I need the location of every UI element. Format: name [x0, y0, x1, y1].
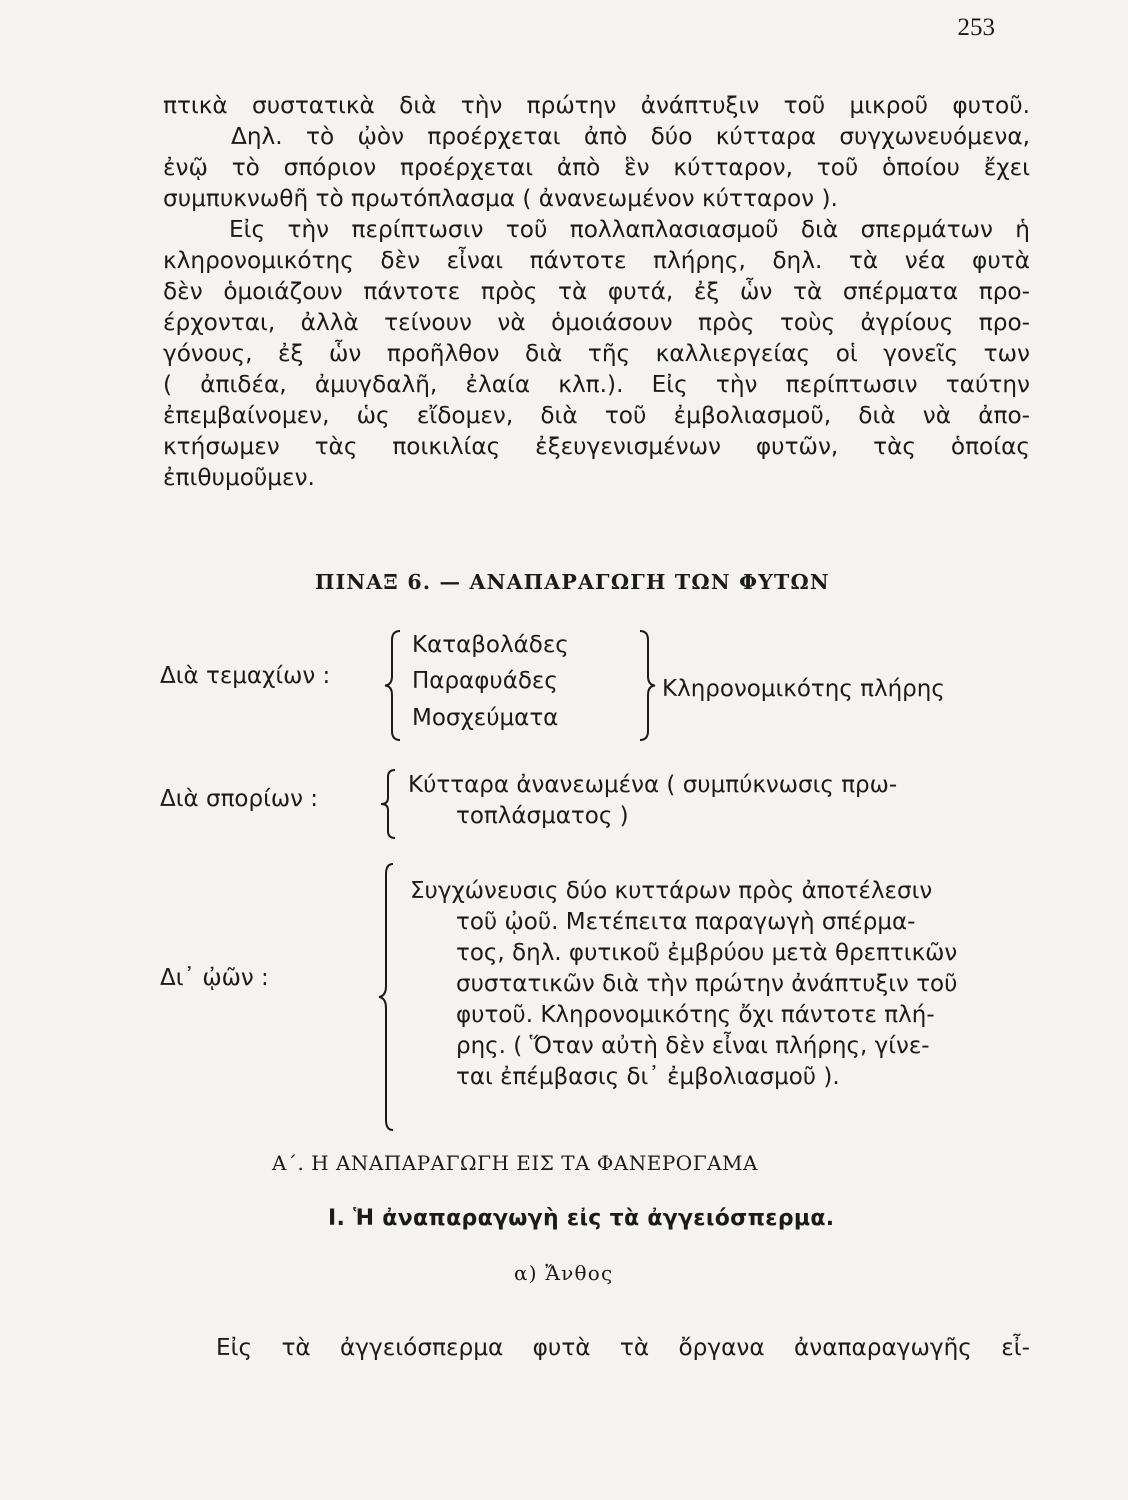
paragraph-line: γόνους, ἐξ ὧν προῆλθον διὰ τῆς καλλιεργείας οἱ γονεῖς των [163, 340, 1030, 367]
eggs-line: ται ἐπέμβασις δι᾽ ἐμβολιασμοῦ ). [456, 1064, 840, 1090]
page-number: 253 [957, 14, 995, 41]
final-line: Εἰς τὰ ἀγγειόσπερμα φυτὰ τὰ ὄργανα ἀναπαραγωγῆς εἶ- [216, 1334, 1030, 1361]
spores-label: Διὰ σπορίων : [160, 786, 319, 812]
spores-line: Κύτταρα ἀνανεωμένα ( συμπύκνωσις πρω- [408, 772, 898, 798]
fragments-result: Κληρονομικότης πλήρης [662, 676, 945, 702]
subsection-heading: Ι. Ἡ ἀναπαραγωγὴ εἰς τὰ ἀγγειόσπερμα. [328, 1206, 835, 1231]
eggs-label: Δι᾽ ᾠῶν : [160, 965, 269, 991]
fragments-label: Διὰ τεμαχίων : [160, 663, 331, 689]
paragraph-line: έρχονται, ἀλλὰ τείνουν νὰ ὁμοιάσουν πρὸς τοὺς ἀγρίους προ- [163, 309, 1030, 336]
left-brace-icon [376, 862, 396, 1132]
left-brace-icon [382, 628, 404, 743]
paragraph-line: δὲν ὁμοιάζουν πάντοτε πρὸς τὰ φυτά, ἐξ ὧν τὰ σπέρματα προ- [163, 278, 1030, 305]
eggs-text [410, 876, 1022, 1093]
paragraph-line: κτήσωμεν τὰς ποικιλίας ἐξευγενισμένων φυτῶν, τὰς ὁποίας [163, 433, 1030, 460]
fragment-item: Μοσχεύματα [412, 705, 559, 731]
spores-text [408, 770, 897, 832]
paragraph-2 [163, 214, 1030, 493]
fragment-item: Παραφυάδες [412, 668, 558, 694]
paragraph-line: κληρονομικότης δὲν εἶναι πάντοτε πλήρης, δηλ. τὰ νέα φυτὰ [163, 247, 1030, 274]
table-title: ΠΙΝΑΞ 6. — ΑΝΑΠΑΡΑΓΩΓΗ ΤΩΝ ΦΥΤΩΝ [315, 570, 830, 594]
sub-alpha-heading: α) Ἄνθος [514, 1261, 614, 1285]
eggs-line: τος, δηλ. φυτικοῦ ἐμβρύου μετὰ θρεπτικῶν [456, 940, 958, 966]
paragraph-line: ἐπιθυμοῦμεν. [163, 464, 315, 491]
paragraph-line: Εἰς τὴν περίπτωσιν τοῦ πολλαπλασιασμοῦ διὰ σπερμάτων ἡ [229, 216, 1030, 243]
eggs-line: ρης. ( Ὅταν αὐτὴ δὲν εἶναι πλήρης, γίνε- [456, 1033, 930, 1059]
right-brace-icon [636, 628, 658, 743]
section-heading: Α΄. Η ΑΝΑΠΑΡΑΓΩΓΗ ΕΙΣ ΤΑ ΦΑΝΕΡΟΓΑΜΑ [272, 1151, 758, 1175]
paragraph-line: ἐνῷ τὸ σπόριον προέρχεται ἀπὸ ἓν κύτταρον, τοῦ ὁποίου ἔχει [163, 154, 1030, 181]
fragment-item: Καταβολάδες [412, 632, 569, 658]
paragraph-line: συμπυκνωθῆ τὸ πρωτόπλασμα ( ἀνανεωμένον κύτταρον ). [163, 185, 838, 212]
eggs-line: συστατικῶν διὰ τὴν πρώτην ἀνάπτυξιν τοῦ [456, 971, 958, 997]
left-brace-icon [378, 768, 398, 840]
eggs-line: Συγχώνευσις δύο κυττάρων πρὸς ἀποτέλεσιν [410, 878, 933, 904]
spores-line: τοπλάσματος ) [456, 803, 629, 829]
paragraph-line: ἐπεμβαίνομεν, ὡς εἴδομεν, διὰ τοῦ ἐμβολιασμοῦ, διὰ νὰ ἀπο- [163, 402, 1030, 429]
paragraph-line: Δηλ. τὸ ᾠὸν προέρχεται ἀπὸ δύο κύτταρα συγχωνευόμενα, [231, 123, 1030, 150]
eggs-line: φυτοῦ. Κληρονομικότης ὄχι πάντοτε πλή- [456, 1002, 935, 1028]
paragraph-line: πτικὰ συστατικὰ διὰ τὴν πρώτην ἀνάπτυξιν τοῦ μικροῦ φυτοῦ. [163, 92, 1030, 119]
paragraph-line: ( ἀπιδέα, ἀμυγδαλῆ, ἐλαία κλπ.). Εἰς τὴν περίπτωσιν ταύτην [163, 371, 1030, 398]
paragraph-1 [163, 90, 1030, 214]
eggs-line: τοῦ ᾠοῦ. Μετέπειτα παραγωγὴ σπέρμα- [456, 909, 916, 935]
